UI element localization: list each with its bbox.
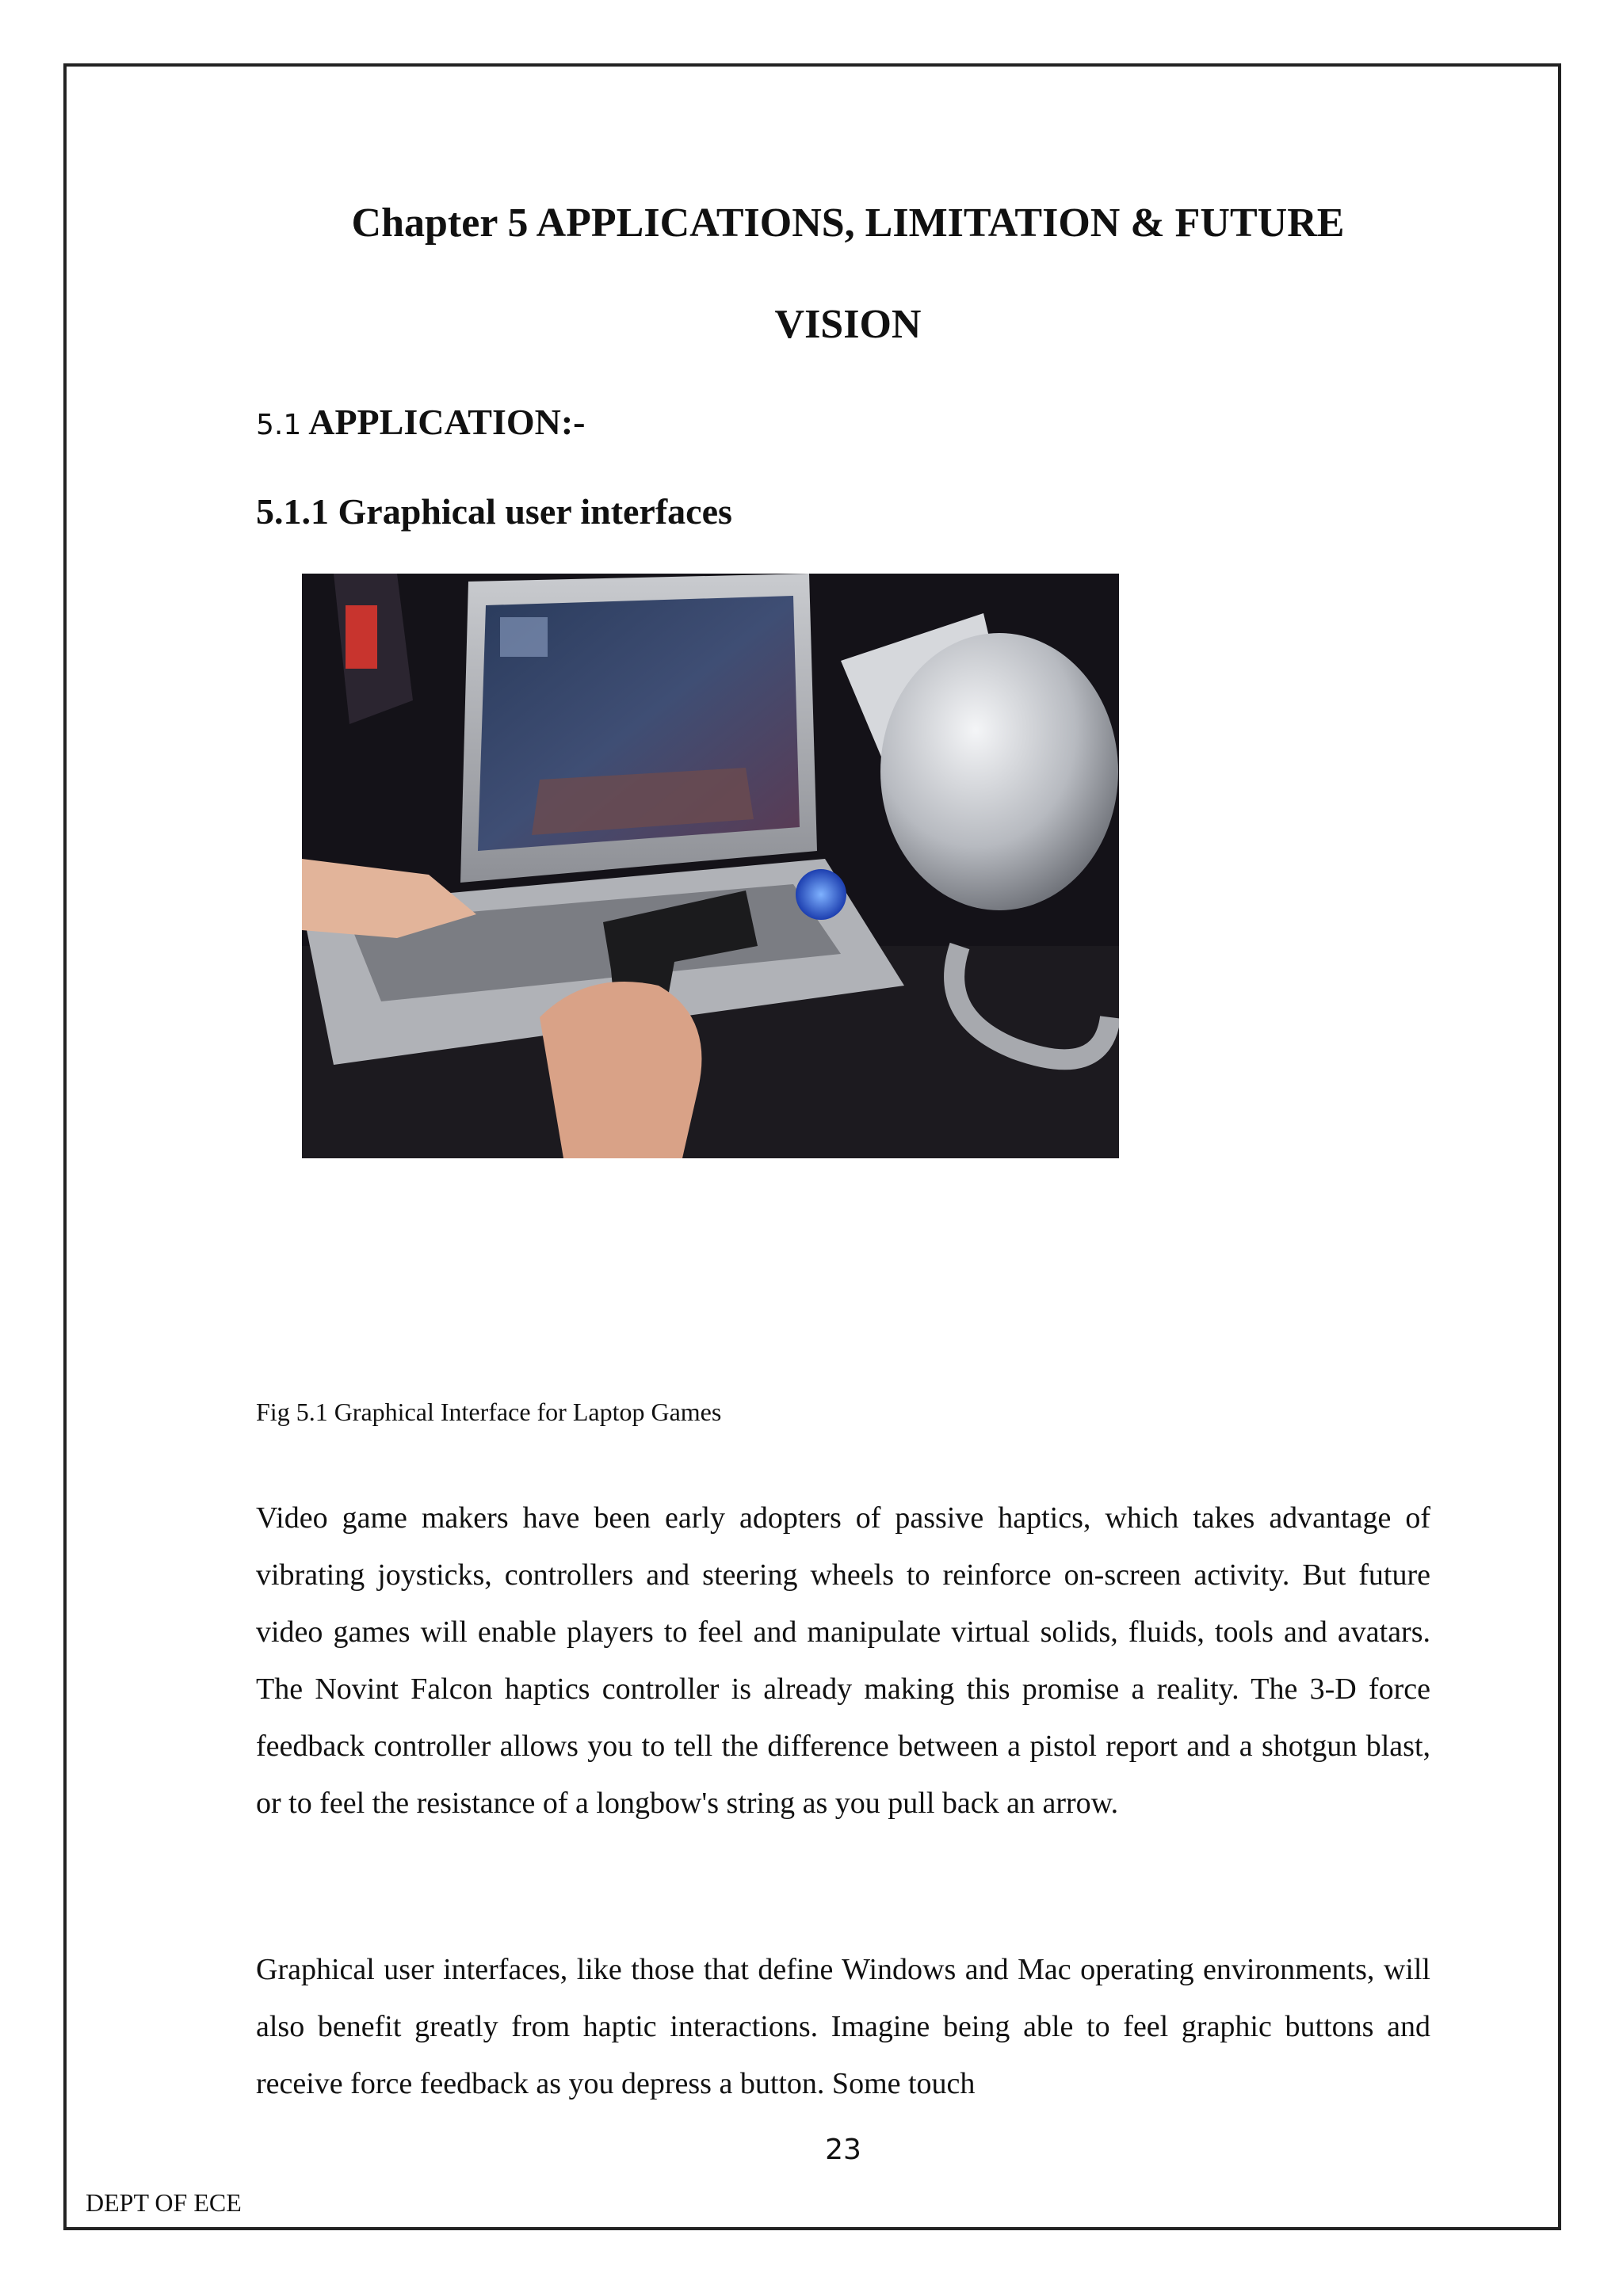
figure-illustration: [302, 574, 1119, 1158]
controller-logo-glow: [796, 869, 846, 920]
subsection-heading: 5.1.1 Graphical user interfaces: [256, 491, 732, 532]
page-number: 23: [825, 2134, 861, 2166]
section-title: APPLICATION:-: [308, 402, 586, 442]
section-heading: [256, 400, 585, 448]
section-number: 5.1: [256, 409, 302, 441]
body-paragraph-1: Video game makers have been early adopters of passive haptics, which takes advantage of vibrating joysticks, controllers and steering wheels to reinforce on-screen activity. But future video games will enable players to feel and manipulate virtual solids, fluids, tools and avatars. The Novint Falcon haptics controller is already making this promise a reality. The 3-D force feedback controller allows you to tell the difference between a pistol report and a shotgun blast, or to feel the resistance of a longbow's string as you pull back an arrow.: [256, 1501, 1430, 1820]
hand-holding-grip: [540, 982, 701, 1158]
game-hud: [500, 617, 548, 657]
badge-lanyard: [346, 605, 377, 669]
figure-photo-haptic-controller: [302, 574, 1119, 1158]
haptic-controller-body: [880, 633, 1118, 910]
chapter-title-line-1: Chapter 5 APPLICATIONS, LIMITATION & FUTURE: [351, 200, 1345, 246]
chapter-title-line-2: VISION: [774, 302, 922, 347]
footer-department: DEPT OF ECE: [86, 2188, 242, 2217]
body-paragraph-2: Graphical user interfaces, like those that define Windows and Mac operating environments, will also benefit greatly from haptic interactions. Imagine being able to feel graphic buttons and receive force feedback as you depress a button. Some touch: [256, 1953, 1430, 2100]
figure-caption: Fig 5.1 Graphical Interface for Laptop Games: [256, 1398, 722, 1426]
